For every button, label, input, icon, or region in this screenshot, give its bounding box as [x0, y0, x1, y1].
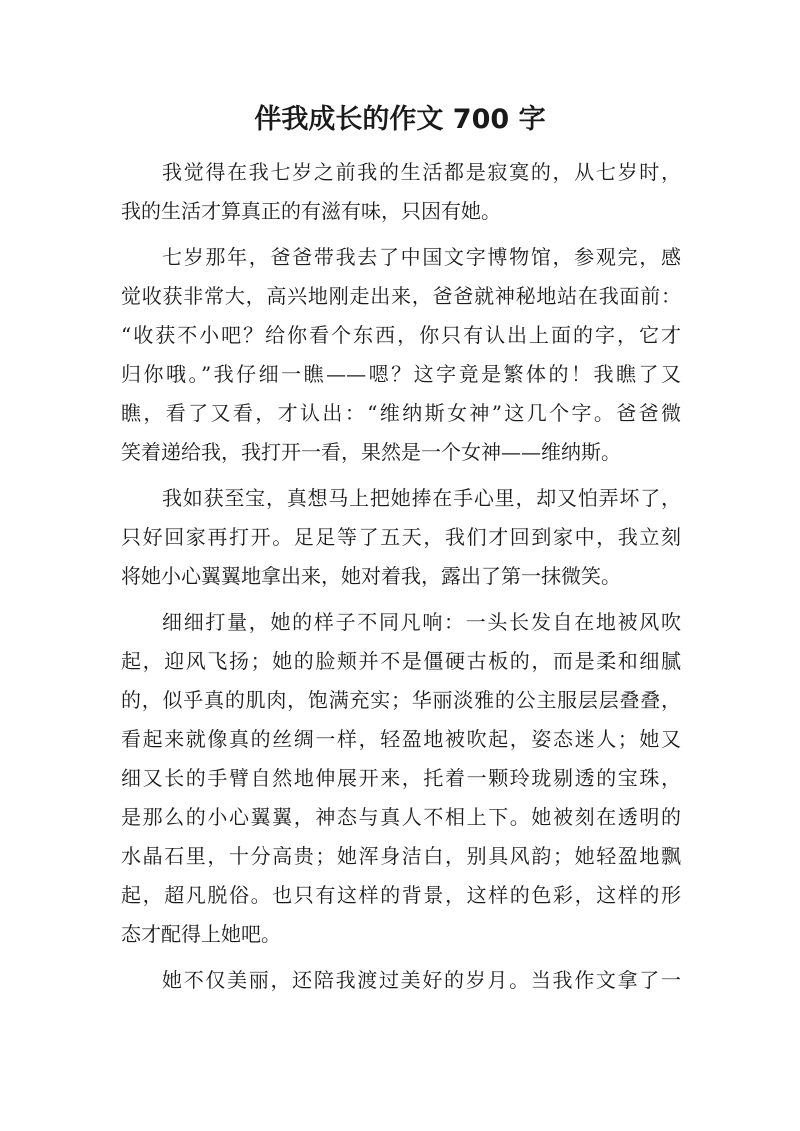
- paragraph-line: 她不仅美丽，还陪我渡过美好的岁月。当我作文拿了一: [162, 968, 681, 992]
- document-title: 伴我成长的作文 700 字: [254, 104, 546, 135]
- paragraph-line: 只好回家再打开。足足等了五天，我们才回到家中，我立刻: [121, 525, 681, 549]
- paragraph-line: 细又长的手臂自然地伸展开来，托着一颗玲珑剔透的宝珠，: [121, 766, 681, 790]
- paragraph-line: 归你哦。”我仔细一瞧——嗯？这字竟是繁体的！我瞧了又: [121, 362, 681, 386]
- paragraph-line: 态才配得上她吧。: [121, 922, 281, 946]
- paragraph-line: 我的生活才算真正的有滋有味，只因有她。: [121, 199, 501, 223]
- paragraph-line: 的，似乎真的肌肉，饱满充实；华丽淡雅的公主服层层叠叠，: [121, 688, 681, 712]
- paragraph-line: 瞧，看了又看，才认出：“维纳斯女神”这几个字。爸爸微: [121, 401, 681, 425]
- paragraph-line: 起，迎风飞扬；她的脸颊并不是僵硬古板的，而是柔和细腻: [121, 649, 681, 673]
- paragraph-line: 七岁那年，爸爸带我去了中国文字博物馆，参观完，感: [162, 245, 681, 269]
- paragraph-line: 将她小心翼翼地拿出来，她对着我，露出了第一抹微笑。: [121, 564, 621, 588]
- paragraph-line: 看起来就像真的丝绸一样，轻盈地被吹起，姿态迷人；她又: [121, 727, 681, 751]
- document-body: [121, 153, 681, 1000]
- paragraph-line: 细细打量，她的样子不同凡响：一头长发自在地被风吹: [162, 610, 681, 634]
- paragraph-line: 我如获至宝，真想马上把她捧在手心里，却又怕弄坏了，: [162, 486, 681, 510]
- paragraph-line: 是那么的小心翼翼，神态与真人不相上下。她被刻在透明的: [121, 805, 681, 829]
- paragraph-line: 起，超凡脱俗。也只有这样的背景，这样的色彩，这样的形: [121, 883, 681, 907]
- paragraph-line: 笑着递给我，我打开一看，果然是一个女神——维纳斯。: [121, 440, 621, 464]
- paragraph-line: “收获不小吧？给你看个东西，你只有认出上面的字，它才: [121, 323, 681, 347]
- paragraph-line: 觉收获非常大，高兴地刚走出来，爸爸就神秘地站在我面前：: [121, 284, 681, 308]
- paragraph-line: 我觉得在我七岁之前我的生活都是寂寞的，从七岁时，: [162, 160, 681, 184]
- paragraph-line: 水晶石里，十分高贵；她浑身洁白，别具风韵；她轻盈地飘: [121, 844, 681, 868]
